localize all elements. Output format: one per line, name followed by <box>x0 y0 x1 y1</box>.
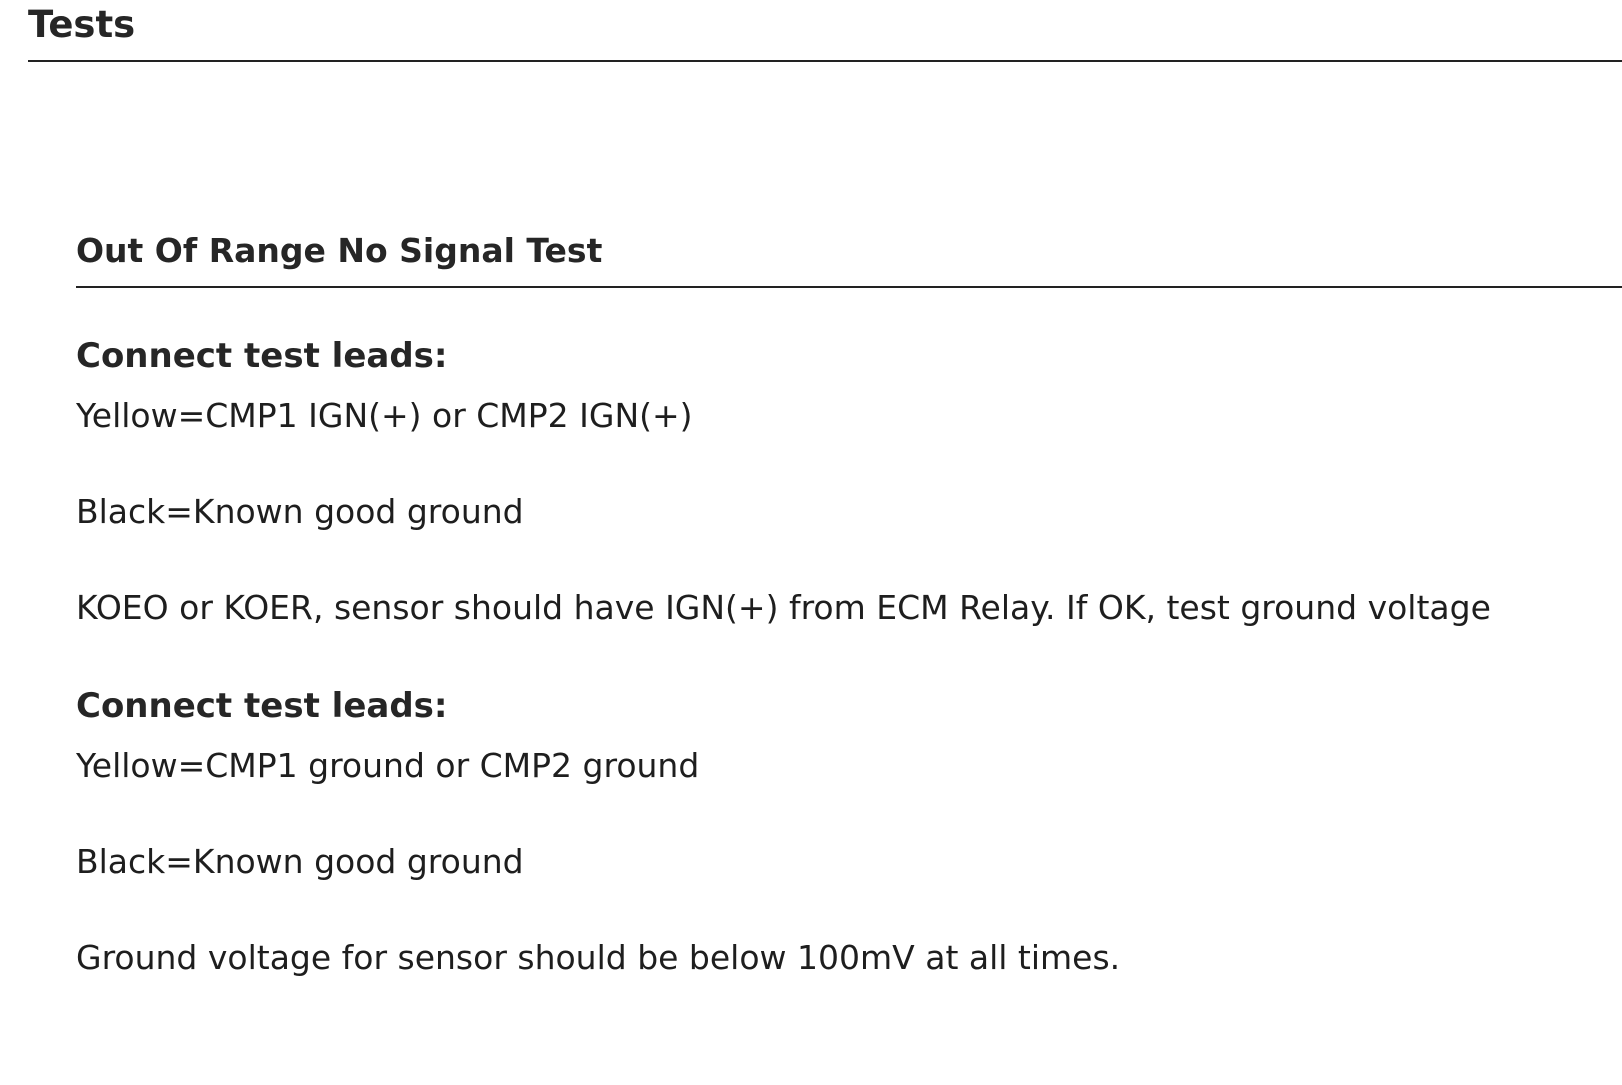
yellow-lead-text-1: Yellow=CMP1 IGN(+) or CMP2 IGN(+) <box>76 396 693 435</box>
instruction-text-2: Ground voltage for sensor should be below 100mV at all times. <box>76 938 1121 977</box>
page-title: Tests <box>28 3 136 46</box>
black-lead-text-2: Black=Known good ground <box>76 842 524 881</box>
section-header <box>76 228 1622 288</box>
yellow-lead-text-2: Yellow=CMP1 ground or CMP2 ground <box>76 746 700 785</box>
test-section <box>76 228 1622 977</box>
connect-leads-heading-2: Connect test leads: <box>76 686 448 726</box>
section-title: Out Of Range No Signal Test <box>76 231 603 270</box>
black-lead-text-1: Black=Known good ground <box>76 492 524 531</box>
instruction-text-1: KOEO or KOER, sensor should have IGN(+) from ECM Relay. If OK, test ground voltage <box>76 588 1491 627</box>
page-header <box>28 0 1622 62</box>
connect-leads-heading-1: Connect test leads: <box>76 336 448 376</box>
